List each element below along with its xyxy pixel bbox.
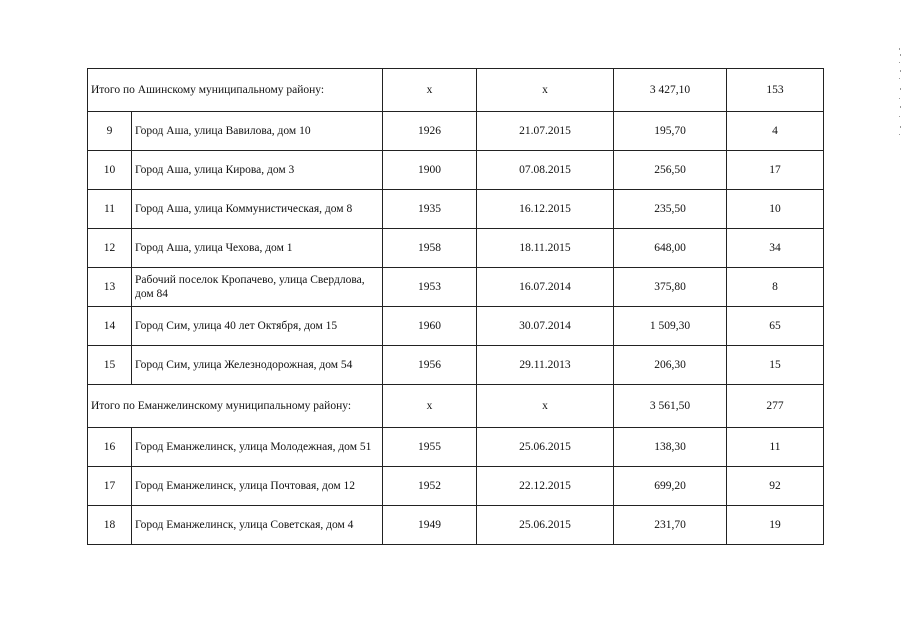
cell-year: 1900 [383,151,477,190]
row-address: Город Еманжелинск, улица Советская, дом 4 [132,506,383,545]
table-row [88,428,824,467]
row-number: 18 [88,506,132,545]
row-number: 14 [88,307,132,346]
subtotal-label: Итого по Ашинскому муниципальному району: [88,69,383,112]
cell-year: 1956 [383,346,477,385]
cell-people: 277 [727,385,824,428]
table-row [88,112,824,151]
subtotal-row [88,69,824,112]
housing-table [87,68,824,545]
cell-people: 15 [727,346,824,385]
table-row [88,506,824,545]
cell-year: 1949 [383,506,477,545]
cell-people: 11 [727,428,824,467]
cell-date: 25.06.2015 [477,428,614,467]
row-number: 13 [88,268,132,307]
cell-date: 25.06.2015 [477,506,614,545]
cell-date: х [477,69,614,112]
table-row [88,190,824,229]
row-address: Город Аша, улица Чехова, дом 1 [132,229,383,268]
table-row [88,346,824,385]
table-row [88,268,824,307]
row-address: Город Сим, улица 40 лет Октября, дом 15 [132,307,383,346]
cell-year: 1958 [383,229,477,268]
cell-year: х [383,385,477,428]
cell-area: 195,70 [614,112,727,151]
table-row [88,467,824,506]
cell-date: 16.12.2015 [477,190,614,229]
cell-date: 18.11.2015 [477,229,614,268]
cell-area: 138,30 [614,428,727,467]
row-number: 12 [88,229,132,268]
cell-area: 3 427,10 [614,69,727,112]
row-number: 10 [88,151,132,190]
cell-year: 1935 [383,190,477,229]
table-row [88,307,824,346]
row-address: Город Еманжелинск, улица Почтовая, дом 12 [132,467,383,506]
row-address: Город Аша, улица Коммунистическая, дом 8 [132,190,383,229]
cell-people: 92 [727,467,824,506]
row-number: 17 [88,467,132,506]
row-address: Город Сим, улица Железнодорожная, дом 54 [132,346,383,385]
cell-people: 34 [727,229,824,268]
scan-edge-marks [897,48,903,138]
cell-area: 256,50 [614,151,727,190]
cell-year: х [383,69,477,112]
cell-year: 1952 [383,467,477,506]
cell-area: 375,80 [614,268,727,307]
row-address: Рабочий поселок Кропачево, улица Свердлова, дом 84 [132,268,383,307]
cell-area: 699,20 [614,467,727,506]
cell-year: 1955 [383,428,477,467]
row-number: 9 [88,112,132,151]
cell-year: 1953 [383,268,477,307]
cell-date: 22.12.2015 [477,467,614,506]
row-number: 11 [88,190,132,229]
cell-people: 19 [727,506,824,545]
cell-people: 10 [727,190,824,229]
cell-date: 21.07.2015 [477,112,614,151]
cell-area: 231,70 [614,506,727,545]
cell-area: 1 509,30 [614,307,727,346]
cell-people: 17 [727,151,824,190]
table-row [88,229,824,268]
subtotal-label: Итого по Еманжелинскому муниципальному району: [88,385,383,428]
cell-people: 4 [727,112,824,151]
row-number: 16 [88,428,132,467]
cell-date: 16.07.2014 [477,268,614,307]
row-address: Город Аша, улица Кирова, дом 3 [132,151,383,190]
cell-date: 07.08.2015 [477,151,614,190]
cell-people: 8 [727,268,824,307]
row-address: Город Аша, улица Вавилова, дом 10 [132,112,383,151]
subtotal-row [88,385,824,428]
cell-year: 1926 [383,112,477,151]
cell-area: 206,30 [614,346,727,385]
cell-date: 30.07.2014 [477,307,614,346]
cell-date: х [477,385,614,428]
row-number: 15 [88,346,132,385]
cell-people: 153 [727,69,824,112]
table-row [88,151,824,190]
cell-year: 1960 [383,307,477,346]
cell-people: 65 [727,307,824,346]
cell-area: 235,50 [614,190,727,229]
table-body [88,69,824,545]
cell-area: 3 561,50 [614,385,727,428]
row-address: Город Еманжелинск, улица Молодежная, дом 51 [132,428,383,467]
cell-date: 29.11.2013 [477,346,614,385]
cell-area: 648,00 [614,229,727,268]
